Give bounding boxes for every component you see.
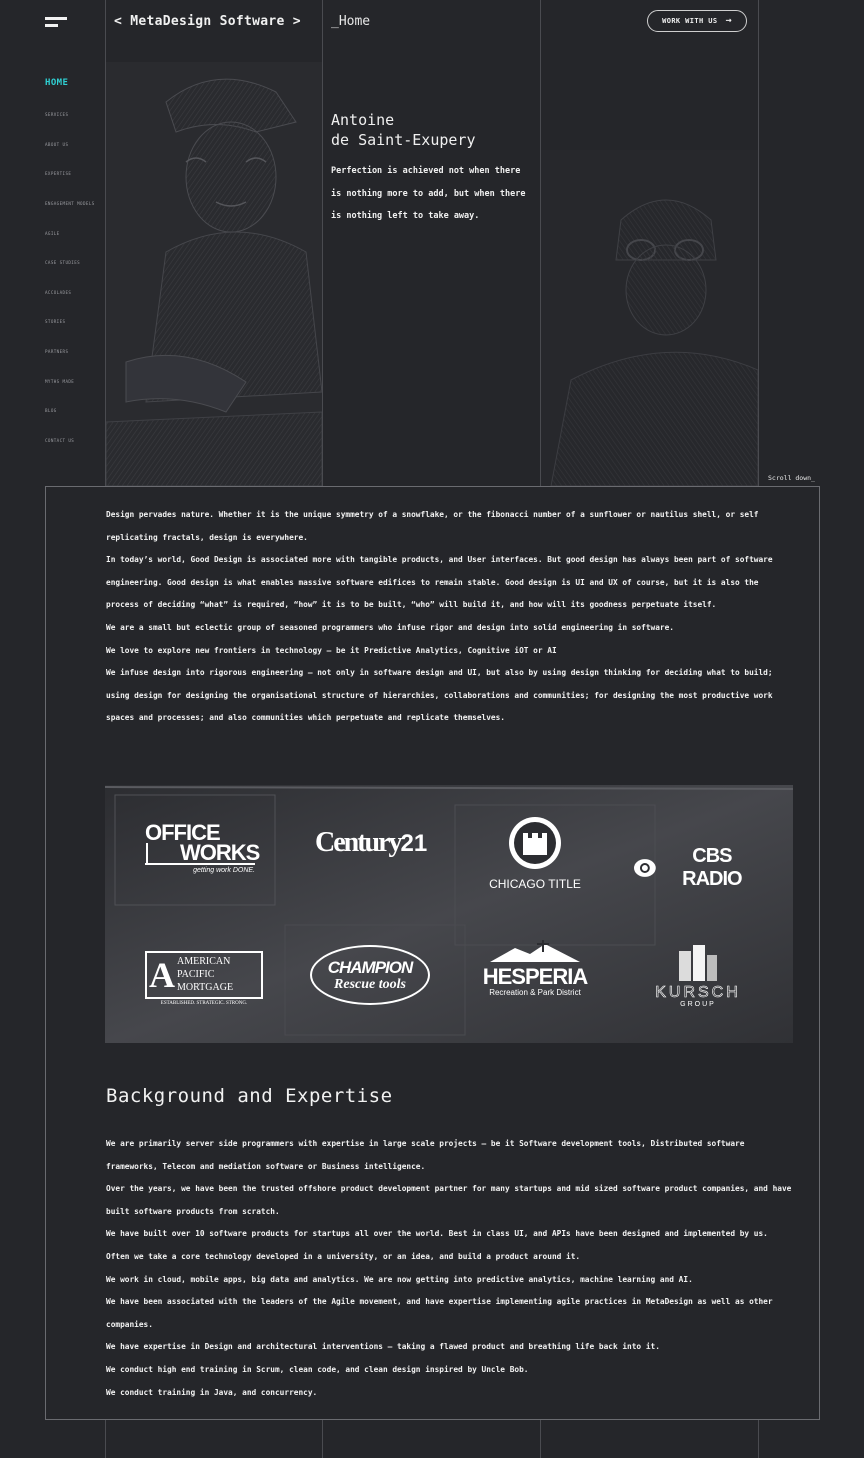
champion-rescue-tools-logo [310,945,430,1005]
office-works-logo [145,820,260,874]
champion-line2: Rescue tools [334,976,406,992]
century21-num: 21 [400,830,428,857]
nav-item-partners[interactable]: PARTNERS [45,349,69,354]
nav-item-about-us[interactable]: ABOUT US [45,142,69,147]
quote-text: Perfection is achieved not when there is nothing more to add, but when there is nothing left to take away. [331,166,526,222]
mountain-tree-icon [485,940,585,962]
hesperia-line1: HESPERIA [482,964,588,989]
hesperia-line2: Recreation & Park District [489,988,581,997]
expertise-paragraph: We conduct training in Java, and concurrency. [106,1387,318,1397]
office-works-line1: OFFICE [145,820,220,845]
nav-item-blog[interactable]: BLOG [45,408,57,413]
nav-item-case-studies[interactable]: CASE STUDIES [45,260,81,265]
intro-paragraph: Design pervades nature. Whether it is the unique symmetry of a snowflake, or the fibonacci number of a sunflower or nautilus shell, or self replicating fractals, design is everywhere. [106,510,759,542]
intro-paragraph: We infuse design into rigorous engineering – not only in software design and UI, but also by using design thinking for deciding what to build; using design for designing the organisational structure of hierarchies, collaborations and communities; for designing the most productive work spaces and processes; and also communities which perpetuate and replicate themselves. [106,668,773,723]
hesperia-logo [480,940,590,997]
century21-text: Century [315,827,401,858]
cbs-eye-icon [633,858,657,878]
cbs-radio-text: CBS RADIO [682,845,742,890]
intro-paragraph: In today’s world, Good Design is associated more with tangible products, and User interfaces. But good design has always been part of software engineering. Good design is what enables massive software edifices to remain stable. Good design is UI and UX of course, but it is also the process of deciding “what” is required, “how” it is to be built, “who” will build it, and how will its goodness perpetuate itself. [106,555,773,610]
kursch-line2: GROUP [680,1001,716,1008]
expertise-paragraph: We work in cloud, mobile apps, big data and analytics. We are now getting into predictive analytics, machine learning and AI. [106,1274,693,1284]
arrow-right-icon: → [725,15,732,26]
expertise-paragraph: We have built over 10 software products for startups all over the world. Best in class UI, and APIs have been designed and implemented by us. Often we take a core technology developed in a university, or an idea, and build a product around it. [106,1229,768,1261]
expertise-title: Background and Expertise [106,1085,393,1107]
office-works-tagline: getting work DONE. [145,863,255,874]
expertise-paragraph: We are primarily server side programmers with expertise in large scale projects – be it Software development tools, Distributed software frameworks, Telecom and mediation software or Business intelligence. [106,1139,745,1171]
office-works-line2: WORKS [146,843,260,863]
kursch-line1: KURSCH [655,984,741,1001]
kursch-group-logo [633,945,763,1008]
current-page-label: _Home [331,14,371,29]
apm-line2: PACIFIC [177,969,215,980]
intro-paragraph: We love to explore new frontiers in technology – be it Predictive Analytics, Cognitive iOT or AI [106,645,557,655]
intro-paragraph: We are a small but eclectic group of seasoned programmers who infuse rigor and design into solid engineering in software. [106,622,674,632]
hamburger-menu-icon[interactable] [45,17,69,29]
work-with-us-button[interactable] [647,10,747,32]
champion-line1: CHAMPION [327,957,413,977]
chicago-title-text: CHICAGO TITLE [489,877,581,891]
century21-logo [315,827,428,859]
expertise-paragraph: We have expertise in Design and architectural interventions – taking a flawed product and breathing life back into it. [106,1342,660,1352]
expertise-paragraph: Over the years, we have been the trusted offshore product development partner for many startups and mid sized software product companies, and have built software products from scratch. [106,1184,792,1216]
apm-tagline: ESTABLISHED. STRATEGIC. STRONG. [160,1001,248,1006]
nav-item-accolades[interactable]: ACCOLADES [45,290,72,295]
nav-item-home[interactable]: HOME [45,78,69,88]
american-pacific-mortgage-logo [145,951,263,1006]
castle-emblem-icon [507,815,563,871]
nav-item-services[interactable]: SERVICES [45,112,69,117]
nav-item-expertise[interactable]: EXPERTISE [45,171,72,176]
nav-item-contact-us[interactable]: CONTACT US [45,438,75,443]
intro-text [106,504,796,730]
cbs-radio-logo [633,845,763,891]
aviator-portrait-image [541,150,758,486]
content-panel [45,486,820,1420]
work-with-us-label: WORK WITH US [662,17,718,25]
kursch-building-icon [673,945,723,981]
nav-item-myths-made[interactable]: MYTHS MADE [45,379,75,384]
client-logos-banner [105,785,793,1043]
apm-letter-icon: A [149,955,175,995]
apm-line3: MORTGAGE [177,982,234,993]
portrait-sketch-image [106,62,322,486]
quote-author [331,110,476,150]
nav-item-agile[interactable]: AGILE [45,231,60,236]
quote-author-last: de Saint-Exupery [331,131,476,149]
expertise-text [106,1133,796,1404]
nav-item-stories[interactable]: STORIES [45,319,66,324]
chicago-title-logo [480,815,590,891]
quote-author-first: Antoine [331,111,395,129]
expertise-paragraph: We have been associated with the leaders of the Agile movement, and have expertise implementing agile practices in MetaDesign as well as other companies. [106,1297,773,1329]
expertise-paragraph: We conduct high end training in Scrum, clean code, and clean design inspired by Uncle Bob. [106,1364,529,1374]
brand-logo[interactable]: < MetaDesign Software > [114,14,301,29]
nav-item-engagement-models[interactable]: ENGAGEMENT MODELS [45,201,95,206]
apm-line1: AMERICAN [177,956,231,967]
scroll-down-hint[interactable]: Scroll down_ [768,474,815,482]
